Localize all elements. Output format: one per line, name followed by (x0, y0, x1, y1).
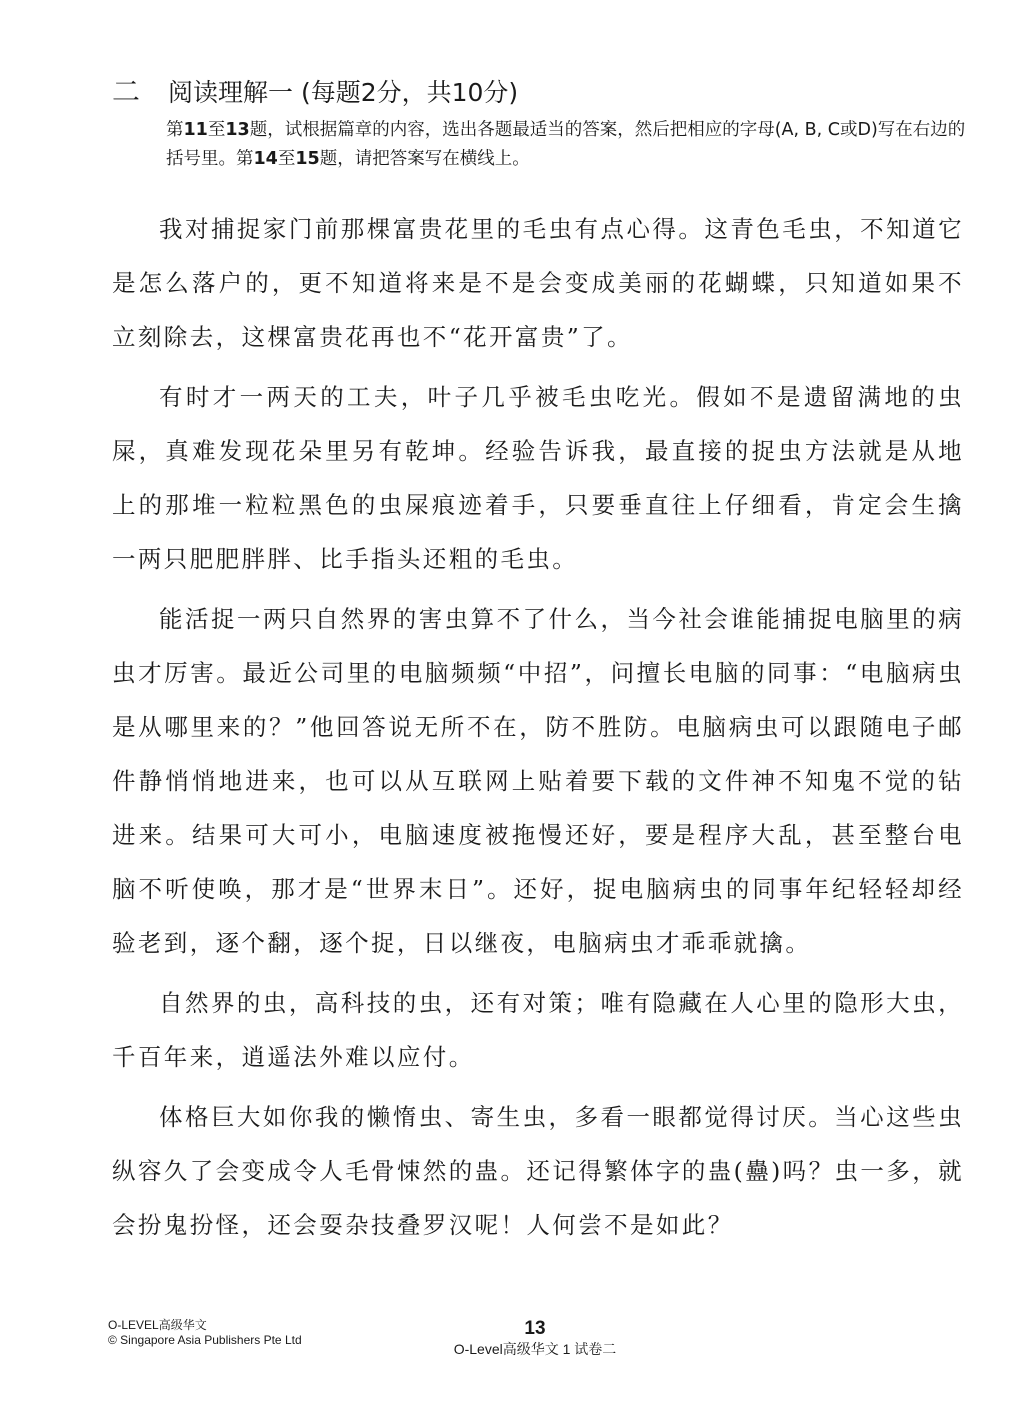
instr-text: 题，请把答案写在横线上。 (319, 149, 530, 169)
passage-paragraph: 有时才一两天的工夫，叶子几乎被毛虫吃光。假如不是遗留满地的虫屎，真难发现花朵里另有乾坤。经验告诉我，最直接的捉虫方法就是从地上的那堆一粒粒黑色的虫屎痕迹着手，只要垂直往上仔细看，肯定会生擒一两只肥肥胖胖、比手指头还粗的毛虫。 (112, 383, 964, 573)
instructions (166, 116, 966, 174)
passage-paragraph: 能活捉一两只自然界的害虫算不了什么，当今社会谁能捕捉电脑里的病虫才厉害。最近公司里的电脑频频“中招”，问擅长电脑的同事：“电脑病虫是从哪里来的？”他回答说无所不在，防不胜防。电脑病虫可以跟随电子邮件静悄悄地进来，也可以从互联网上贴着要下载的文件神不知鬼不觉的钻进来。结果可大可小，电脑速度被拖慢还好，要是程序大乱，甚至整台电脑不听使唤，那才是“世界末日”。还好，捉电脑病虫的同事年纪轻轻却经验老到，逐个翻，逐个捉，日以继夜，电脑病虫才乖乖就擒。 (112, 605, 964, 957)
passage-paragraph: 我对捕捉家门前那棵富贵花里的毛虫有点心得。这青色毛虫，不知道它是怎么落户的，更不知道将来是不是会变成美丽的花蝴蝶，只知道如果不立刻除去，这棵富贵花再也不“花开富贵”了。 (112, 215, 964, 351)
question-number: 11 (183, 120, 208, 140)
footer-book-title: O-LEVEL高级华文 (108, 1318, 207, 1332)
instr-text: 题，试根据篇章的内容，选出各题最适当的答案，然后把相应的字母(A, B, C或D)写在右边的括号里。第 (166, 120, 966, 169)
passage-paragraph: 体格巨大如你我的懒惰虫、寄生虫，多看一眼都觉得讨厌。当心这些虫纵容久了会变成令人毛骨悚然的蛊。还记得繁体字的蛊(蠱)吗？虫一多，就会扮鬼扮怪，还会耍杂技叠罗汉呢！人何尝不是如此？ (112, 1103, 964, 1239)
footer-page-info (430, 1318, 640, 1358)
instr-text: 至 (207, 120, 226, 140)
question-number: 15 (295, 149, 320, 169)
section-title: 阅读理解一 (每题2分，共10分) (168, 78, 519, 107)
footer-copyright: © Singapore Asia Publishers Pte Ltd (108, 1333, 302, 1347)
passage-paragraph: 自然界的虫，高科技的虫，还有对策；唯有隐藏在人心里的隐形大虫，千百年来，逍遥法外难以应付。 (112, 989, 964, 1071)
question-number: 13 (225, 120, 250, 140)
page-number: 13 (524, 1318, 546, 1339)
question-number: 14 (253, 149, 278, 169)
instr-text: 至 (277, 149, 296, 169)
instr-text: 第 (166, 120, 184, 140)
footer-paper-title: O-Level高级华文 1 试卷二 (453, 1341, 617, 1357)
section-header (112, 70, 518, 110)
section-number: 二 (112, 75, 141, 108)
footer-publisher (108, 1318, 302, 1348)
reading-passage (112, 202, 964, 1252)
